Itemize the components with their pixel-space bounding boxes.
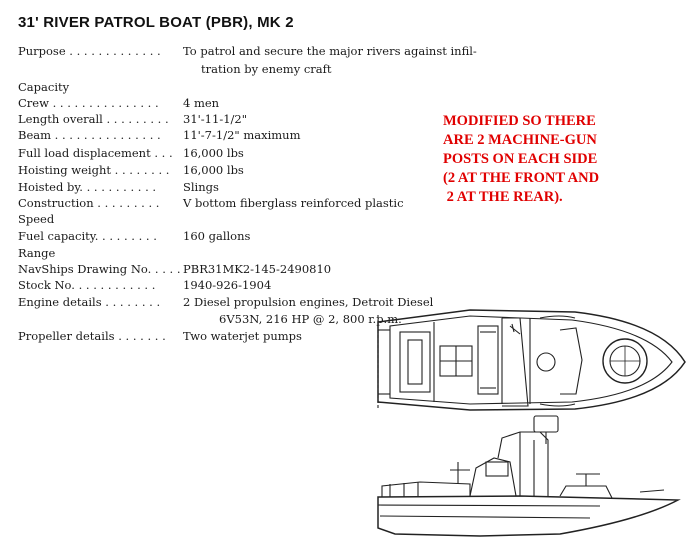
spec-value-continued: 6V53N, 216 HP @ 2, 800 r.p.m.	[219, 312, 402, 326]
spec-value: Two waterjet pumps	[183, 329, 302, 343]
boat-plan-view-drawing	[378, 310, 685, 410]
spec-value: 31'-11-1/2"	[183, 112, 247, 126]
spec-value: Slings	[183, 180, 219, 194]
spec-label: Engine details . . . . . . . .	[18, 295, 161, 309]
spec-label: Beam . . . . . . . . . . . . . . .	[18, 128, 161, 142]
spec-label: Hoisted by. . . . . . . . . . .	[18, 180, 157, 194]
page-title: 31' RIVER PATROL BOAT (PBR), MK 2	[18, 14, 294, 31]
spec-value: 16,000 lbs	[183, 146, 244, 160]
spec-value: PBR31MK2-145-2490810	[183, 262, 332, 276]
boat-profile-view-drawing	[378, 416, 678, 536]
spec-label: Length overall . . . . . . . . .	[18, 112, 169, 126]
spec-value: V bottom fiberglass reinforced plastic	[183, 196, 404, 210]
spec-value: 2 Diesel propulsion engines, Detroit Diesel	[183, 295, 434, 309]
spec-label: Capacity	[18, 80, 70, 94]
note-line: POSTS ON EACH SIDE	[443, 151, 598, 167]
spec-label: Full load displacement . . .	[18, 146, 173, 160]
spec-value: 16,000 lbs	[183, 163, 244, 177]
spec-value: 11'-7-1/2" maximum	[183, 128, 301, 142]
spec-label: Range	[18, 246, 56, 260]
spec-value: To patrol and secure the major rivers against infil-	[183, 44, 477, 58]
spec-label: Speed	[18, 212, 55, 226]
spec-label: Hoisting weight . . . . . . . .	[18, 163, 170, 177]
spec-value: 160 gallons	[183, 229, 251, 243]
spec-label: Construction . . . . . . . . .	[18, 196, 160, 210]
spec-value: 1940-926-1904	[183, 278, 272, 292]
note-line: MODIFIED SO THERE	[443, 113, 596, 129]
note-line: (2 AT THE FRONT AND	[443, 170, 600, 186]
spec-label: Propeller details . . . . . . .	[18, 329, 166, 343]
note-line: 2 AT THE REAR).	[443, 189, 563, 205]
spec-label: Fuel capacity. . . . . . . . .	[18, 229, 157, 243]
spec-label: Purpose . . . . . . . . . . . . .	[18, 44, 161, 58]
spec-label: NavShips Drawing No. . . . .	[18, 262, 181, 276]
spec-label: Stock No. . . . . . . . . . . .	[18, 278, 156, 292]
spec-label: Crew . . . . . . . . . . . . . . .	[18, 96, 159, 110]
note-line: ARE 2 MACHINE-GUN	[443, 132, 597, 148]
spec-value: 4 men	[183, 96, 220, 110]
spec-value-continued: tration by enemy craft	[201, 62, 332, 76]
